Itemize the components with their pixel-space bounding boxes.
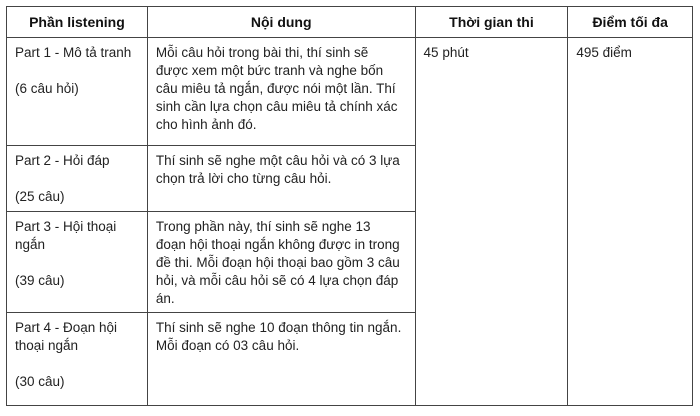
part-description: Thí sinh sẽ nghe 10 đoạn thông tin ngắn. Mỗi đoạn có 03 câu hỏi. — [155, 320, 402, 353]
question-count: (6 câu hỏi) — [15, 81, 79, 96]
max-score-value: 495 điểm — [576, 45, 632, 60]
content-cell — [147, 212, 415, 313]
header-duration: Thời gian thi — [415, 7, 568, 38]
listening-table — [6, 6, 693, 406]
part-name: Part 2 - Hỏi đáp — [15, 153, 110, 168]
header-content: Nội dung — [147, 7, 415, 38]
content-cell — [147, 38, 415, 146]
page — [6, 6, 693, 410]
header-max-score: Điểm tối đa — [568, 7, 693, 38]
part-description: Thí sinh sẽ nghe một câu hỏi và có 3 lựa chọn trả lời cho từng câu hỏi. — [155, 153, 400, 186]
part-name: Part 1 - Mô tả tranh — [15, 45, 132, 60]
question-count: (25 câu) — [15, 189, 65, 204]
header-section: Phần listening — [7, 7, 148, 38]
content-cell — [147, 146, 415, 212]
table-row-part-1 — [7, 38, 693, 146]
max-score-cell — [568, 38, 693, 406]
part-cell — [7, 212, 148, 313]
question-count: (30 câu) — [15, 374, 65, 389]
part-cell — [7, 146, 148, 212]
header-row — [7, 7, 693, 38]
part-name: Part 3 - Hội thoại ngắn — [15, 219, 117, 252]
part-cell — [7, 313, 148, 406]
part-name: Part 4 - Đoạn hội thoại ngắn — [15, 320, 118, 353]
part-description: Trong phần này, thí sinh sẽ nghe 13 đoạn hội thoại ngắn không được in trong đề thi. Mỗi đoạn hội thoại bao gồm 3 câu hỏi, và mỗi câu hỏi sẽ có 4 lựa chọn đáp án. — [155, 219, 400, 306]
duration-value: 45 phút — [423, 45, 469, 60]
question-count: (39 câu) — [15, 273, 65, 288]
part-description: Mỗi câu hỏi trong bài thi, thí sinh sẽ được xem một bức tranh và nghe bốn câu miêu tả ngắn, được nói một lần. Thí sinh cần lựa chọn câu miêu tả chính xác cho hình ảnh đó. — [155, 45, 398, 132]
part-cell — [7, 38, 148, 146]
duration-cell — [415, 38, 568, 406]
content-cell — [147, 313, 415, 406]
